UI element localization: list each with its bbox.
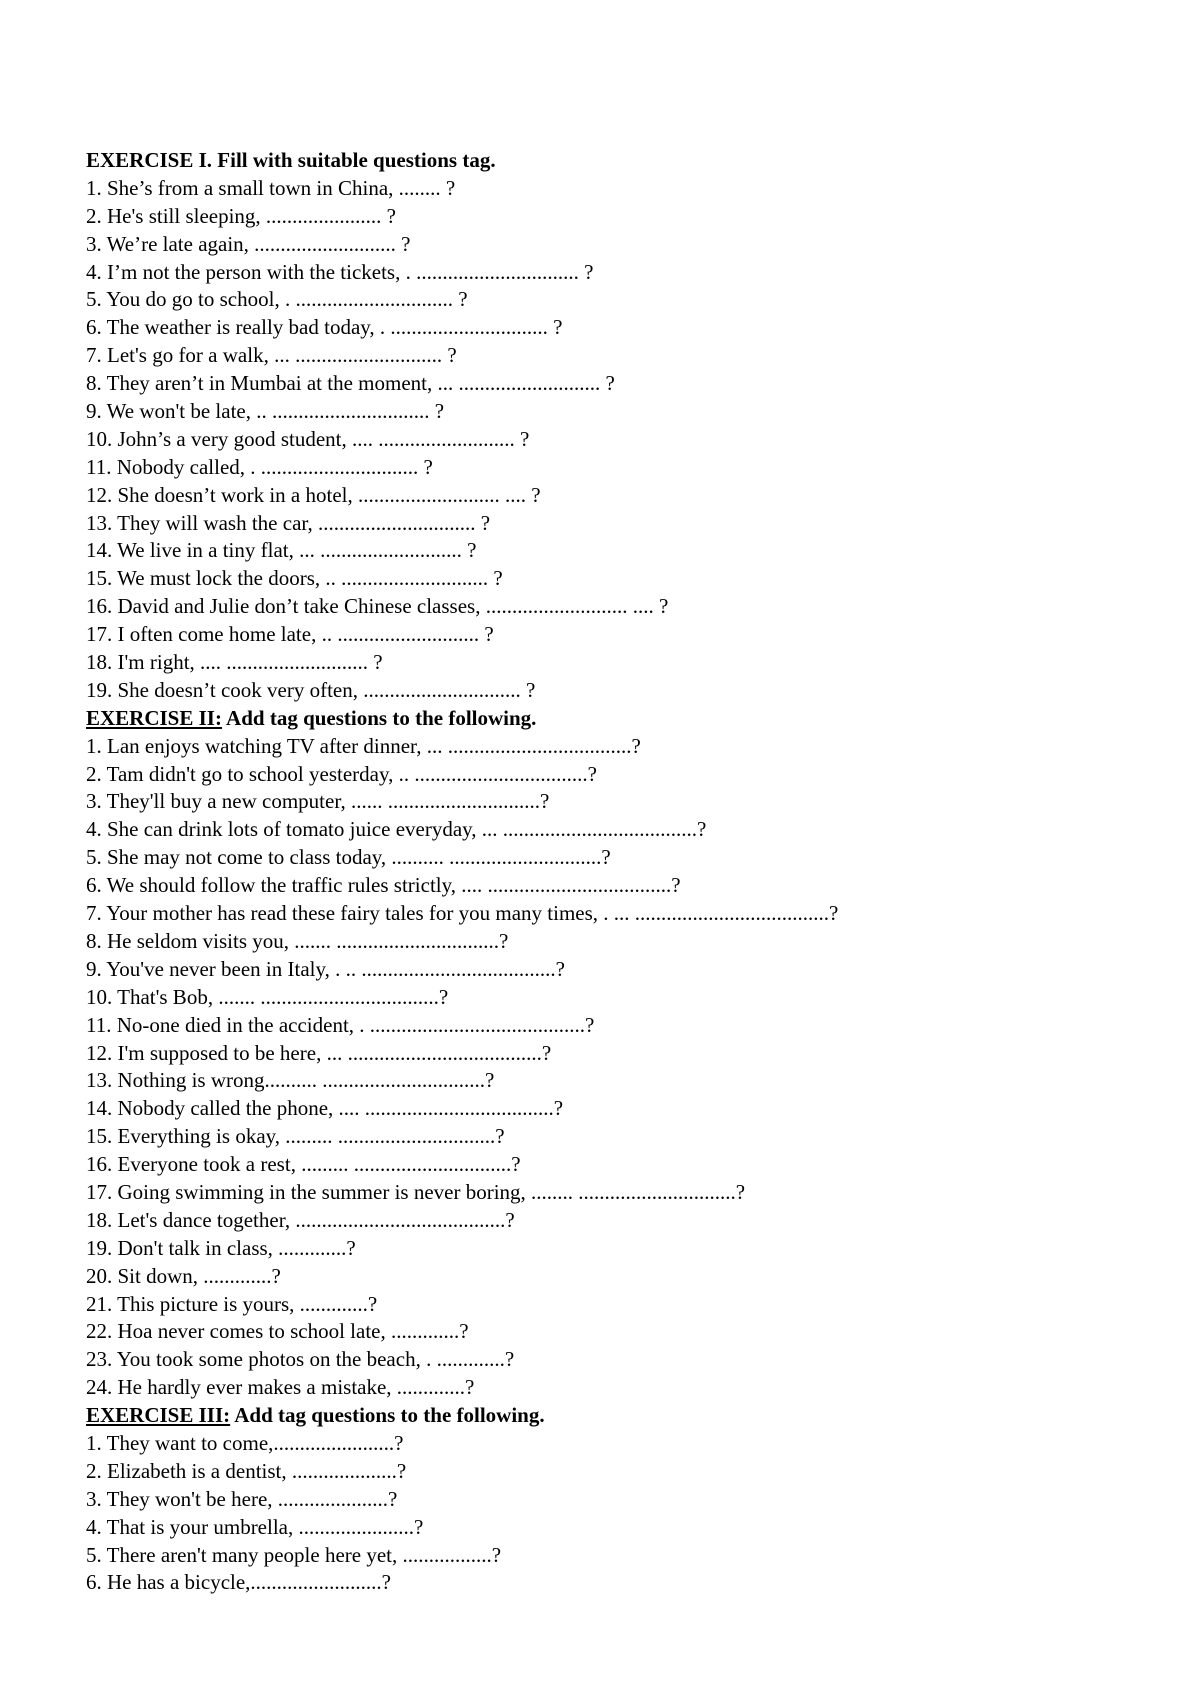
exercise-item: 3. They won't be here, .....................?: [86, 1486, 398, 1511]
exercise-3-heading: [86, 1402, 1166, 1430]
exercise-2-list: [86, 733, 1166, 1402]
exercise-item: 6. The weather is really bad today, . .............................. ?: [86, 315, 563, 340]
exercise-3-heading-instruction: Add tag questions to the following.: [230, 1403, 545, 1428]
exercise-item: 17. Going swimming in the summer is never boring, ........ ..............................?: [86, 1179, 746, 1204]
exercise-item: 18. Let's dance together, ........................................?: [86, 1207, 515, 1232]
exercise-item: 11. Nobody called, . .............................. ?: [86, 454, 433, 479]
exercise-item: 8. They aren’t in Mumbai at the moment, ... ........................... ?: [86, 371, 615, 396]
exercise-item: 13. Nothing is wrong.......... ...............................?: [86, 1068, 495, 1093]
exercise-item: 7. Let's go for a walk, ... ............................ ?: [86, 343, 457, 368]
exercise-item: 9. We won't be late, .. .............................. ?: [86, 399, 445, 424]
exercise-item: 16. David and Julie don’t take Chinese classes, ........................... .... ?: [86, 594, 669, 619]
exercise-item: 5. She may not come to class today, .......... .............................?: [86, 845, 611, 870]
exercise-1-list: [86, 175, 1166, 705]
exercise-item: 24. He hardly ever makes a mistake, .............?: [86, 1375, 475, 1400]
exercise-item: 1. She’s from a small town in China, ........ ?: [86, 175, 456, 200]
exercise-3-list: [86, 1430, 1166, 1597]
exercise-item: 23. You took some photos on the beach, . .............?: [86, 1347, 515, 1372]
exercise-item: 6. We should follow the traffic rules strictly, .... ...................................?: [86, 873, 681, 898]
exercise-item: 2. Elizabeth is a dentist, ....................?: [86, 1458, 407, 1483]
exercise-item: 8. He seldom visits you, ....... ...............................?: [86, 928, 509, 953]
exercise-item: 3. They'll buy a new computer, ...... .............................?: [86, 789, 550, 814]
exercise-2-heading-label: EXERCISE II:: [86, 705, 222, 730]
exercise-item: 4. That is your umbrella, ......................?: [86, 1514, 424, 1539]
exercise-item: 4. She can drink lots of tomato juice everyday, ... .....................................?: [86, 817, 707, 842]
exercise-item: 7. Your mother has read these fairy tales for you many times, . ... .....................................?: [86, 901, 839, 926]
exercise-item: 10. That's Bob, ....... ..................................?: [86, 984, 449, 1009]
exercise-item: 12. She doesn’t work in a hotel, ........................... .... ?: [86, 482, 541, 507]
exercise-item: 18. I'm right, .... ........................... ?: [86, 650, 383, 675]
exercise-item: 17. I often come home late, .. ........................... ?: [86, 622, 494, 647]
exercise-item: 19. She doesn’t cook very often, .............................. ?: [86, 677, 536, 702]
exercise-1-heading: EXERCISE I. Fill with suitable questions tag.: [86, 148, 496, 172]
exercise-item: 1. Lan enjoys watching TV after dinner, ... ...................................?: [86, 733, 641, 758]
exercise-2-heading: [86, 705, 1166, 733]
exercise-item: 5. There aren't many people here yet, .................?: [86, 1542, 502, 1567]
exercise-item: 14. We live in a tiny flat, ... ........................... ?: [86, 538, 477, 563]
exercise-item: 2. He's still sleeping, ...................... ?: [86, 203, 397, 228]
exercise-item: 21. This picture is yours, .............?: [86, 1291, 378, 1316]
exercise-item: 4. I’m not the person with the tickets, . ............................... ?: [86, 259, 594, 284]
exercise-item: 14. Nobody called the phone, .... ....................................?: [86, 1096, 564, 1121]
exercise-2-heading-instruction: Add tag questions to the following.: [221, 705, 537, 730]
exercise-item: 12. I'm supposed to be here, ... .....................................?: [86, 1040, 552, 1065]
exercise-item: 6. He has a bicycle,.........................?: [86, 1570, 392, 1595]
exercise-item: 19. Don't talk in class, .............?: [86, 1235, 356, 1260]
exercise-item: 10. John’s a very good student, .... .......................... ?: [86, 426, 530, 451]
exercise-item: 9. You've never been in Italy, . .. .....................................?: [86, 956, 565, 981]
exercise-item: 2. Tam didn't go to school yesterday, .. .................................?: [86, 761, 597, 786]
exercise-item: 1. They want to come,.......................?: [86, 1430, 404, 1455]
exercise-3-heading-label: EXERCISE III:: [86, 1403, 231, 1428]
exercise-item: 15. We must lock the doors, .. ............................ ?: [86, 566, 503, 591]
exercise-item: 11. No-one died in the accident, . .........................................?: [86, 1012, 595, 1037]
exercise-item: 13. They will wash the car, .............................. ?: [86, 510, 491, 535]
exercise-item: 3. We’re late again, ........................... ?: [86, 231, 411, 256]
exercise-item: 15. Everything is okay, ......... ..............................?: [86, 1124, 505, 1149]
exercise-item: 16. Everyone took a rest, ......... ..............................?: [86, 1152, 521, 1177]
exercise-item: 22. Hoa never comes to school late, .............?: [86, 1319, 469, 1344]
exercise-item: 20. Sit down, .............?: [86, 1263, 281, 1288]
document-body: [86, 147, 1166, 1597]
exercise-item: 5. You do go to school, . .............................. ?: [86, 287, 468, 312]
